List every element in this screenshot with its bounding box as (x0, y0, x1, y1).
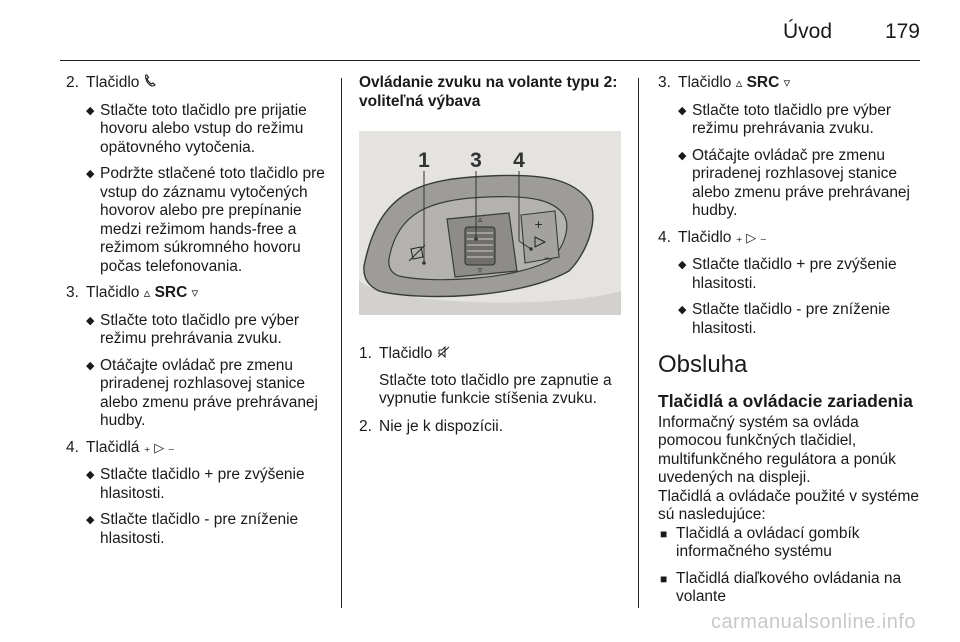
arrow-down-outline-icon: ▿ (783, 75, 791, 90)
left-column (66, 74, 328, 556)
page-number: 179 (884, 20, 920, 43)
arrow-up-outline-icon: ▵ (143, 285, 151, 300)
bullet-icon: ◆ (86, 314, 95, 327)
bullet-icon: ◆ (678, 304, 687, 316)
figure-label-1: 1 (418, 149, 430, 172)
paragraph: Tlačidlá a ovládače použité v systéme sú nasledujúce: (658, 487, 920, 523)
volume-control-icon: ₊ ▷ ₋ (143, 439, 175, 455)
square-bullet-icon: ■ (660, 571, 668, 586)
paragraph: Informačný systém sa ovláda pomocou funkčných tlačidiel, multifunkčného regulátora a ponúk uvedených na displeji. (658, 413, 896, 486)
bullet-icon: ◆ (86, 104, 95, 117)
list-item: ◆ Stlačte tlačidlo - pre zníženie hlasitosti. (678, 301, 891, 337)
bullet-icon: ◆ (678, 259, 687, 271)
list-item-3: 3. Tlačidlo ▵ SRC ▿ (66, 284, 199, 301)
header-rule (60, 60, 920, 61)
list-item: ◆ Stlačte tlačidlo + pre zvýšenie hlasitosti. (86, 466, 305, 502)
section-subheading: Ovládanie zvuku na volante typu 2: voliteľná výbava (359, 74, 618, 110)
middle-column (359, 74, 627, 445)
bullet-icon: ◆ (86, 359, 95, 372)
heading-obsluha: Obsluha (658, 351, 748, 378)
figure-label-4: 4 (513, 149, 525, 172)
list-item: ■ Tlačidlá a ovládací gombík informačného systému (660, 524, 860, 560)
svg-text:–: – (544, 251, 550, 264)
right-column (658, 74, 926, 615)
list-item: ◆ Otáčajte ovládač pre zmenu priradenej rozhlasovej stanice alebo zmenu práve prehrávanej hudby. (86, 356, 318, 429)
list-item-2: 2. Nie je k dispozícii. (359, 417, 504, 435)
list-item: ◆ Otáčajte ovládač pre zmenu priradenej rozhlasovej stanice alebo zmenu práve prehrávanej hudby. (678, 146, 910, 219)
list-item: ◆ Stlačte toto tlačidlo pre prijatie hovoru alebo vstup do režimu opätovného vytočenia. (86, 101, 307, 156)
volume-control-icon: ₊ ▷ ₋ (735, 229, 767, 245)
bullet-icon: ◆ (678, 149, 687, 162)
svg-text:▿: ▿ (477, 266, 483, 276)
svg-text:▵: ▵ (477, 215, 483, 225)
bullet-icon: ◆ (678, 104, 687, 117)
square-bullet-icon: ■ (660, 526, 668, 541)
list-item: ◆ Stlačte tlačidlo - pre zníženie hlasitosti. (86, 511, 299, 547)
section-title: Úvod (782, 20, 832, 43)
list-item: ◆ Stlačte toto tlačidlo pre výber režimu prehrávania zvuku. (678, 101, 892, 137)
list-item-1: 1. Tlačidlo Stlačte toto tlačidlo pre zapnutie a vypnutie funkcie stíšenia zvuku. (359, 345, 612, 407)
page-header (0, 0, 960, 60)
list-item-3: 3. Tlačidlo ▵ SRC ▿ (658, 74, 791, 91)
steering-wheel-controls-figure (359, 131, 621, 315)
column-divider-1 (341, 78, 342, 608)
figure-label-3: 3 (470, 149, 482, 172)
list-item-4: 4. Tlačidlá ₊ ▷ ₋ (66, 438, 175, 456)
svg-text:+: + (534, 218, 544, 231)
steering-wheel-illustration (359, 131, 621, 315)
bullet-icon: ◆ (86, 469, 95, 481)
mute-icon (437, 346, 450, 361)
watermark: carmanualsonline.info (710, 611, 916, 633)
bullet-icon: ◆ (86, 168, 95, 180)
arrow-down-outline-icon: ▿ (191, 285, 199, 300)
list-item-4: 4. Tlačidlo ₊ ▷ ₋ (658, 228, 767, 246)
column-divider-2 (638, 78, 639, 608)
list-item: ◆ Stlačte toto tlačidlo pre výber režimu prehrávania zvuku. (86, 311, 300, 347)
phone-icon (144, 75, 156, 90)
arrow-up-outline-icon: ▵ (735, 75, 743, 90)
bullet-icon: ◆ (86, 514, 95, 526)
list-item: ■ Tlačidlá diaľkového ovládania na volante (660, 569, 902, 605)
list-item-2: 2. Tlačidlo (66, 74, 328, 93)
list-item: ◆ Podržte stlačené toto tlačidlo pre vstup do záznamu vytočených hovorov alebo pre prepínanie medzi režimom hands-free a režimom súkromného hovoru počas telefonovania. (86, 165, 325, 275)
list-item: ◆ Stlačte tlačidlo + pre zvýšenie hlasitosti. (678, 256, 897, 292)
heading-controls: Tlačidlá a ovládacie zariadenia (658, 390, 913, 411)
